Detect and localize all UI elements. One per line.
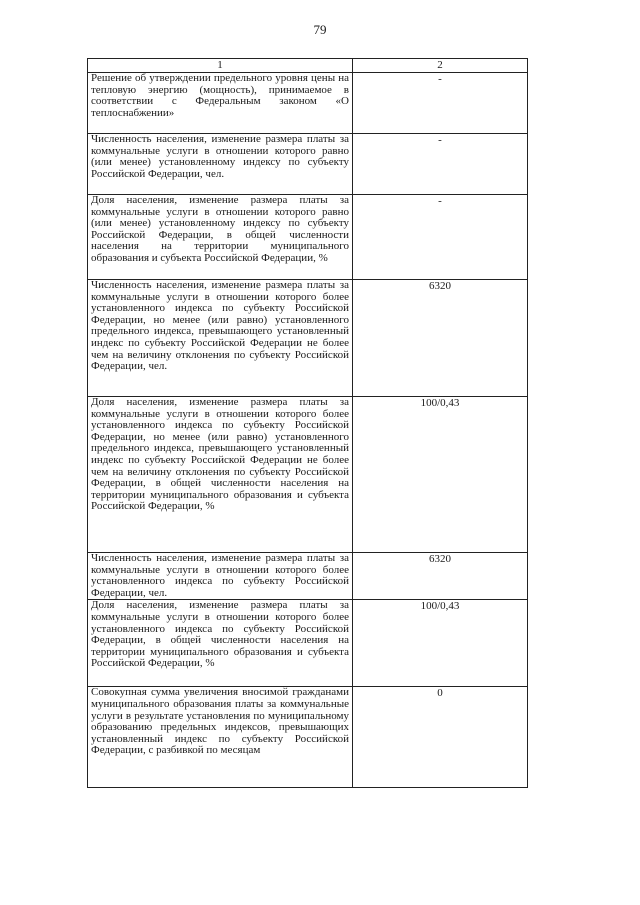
table-row [88,195,528,280]
indicator-label: Доля населения, изменение размера платы за коммунальные услуги в отношении которого более установленного индекса по субъекту Российской Федерации, в общей численности населения на территории муниципального образования и субъекта Российской Федерации, % [88,600,353,687]
table-row [88,280,528,397]
indicator-label: Доля населения, изменение размера платы за коммунальные услуги в отношении которого равно (или менее) установленному индексу по субъекту Российской Федерации, в общей численности населения на территории муниципального образования и субъекта Российской Федерации, % [88,195,353,280]
indicator-value: 100/0,43 [353,397,528,553]
indicator-label: Совокупная сумма увеличения вносимой гражданами муниципального образования платы за коммунальные услуги в результате установления по муниципальному образованию предельных индексов, превышающих установленный индекс по субъекту Российской Федерации, с разбивкой по месяцам [88,687,353,788]
indicator-value: 6320 [353,553,528,600]
table-row [88,73,528,134]
table-row [88,687,528,788]
indicator-value: - [353,195,528,280]
indicator-label: Численность населения, изменение размера платы за коммунальные услуги в отношении которого более установленного индекса по субъекту Российской Федерации, чел. [88,553,353,600]
indicator-value: - [353,73,528,134]
column-header: 1 [88,59,353,73]
indicator-label: Доля населения, изменение размера платы за коммунальные услуги в отношении которого более установленного индекса по субъекту Российской Федерации, но менее (или равно) установленного предельного индекса, превышающего установленный индекс по субъекту Российской Федерации не более чем на величину отклонения по субъекту Российской Федерации, в общей численности населения на территории муниципального образования и субъекта Российской Федерации, % [88,397,353,553]
table-header-row [88,59,528,73]
indicator-value: 6320 [353,280,528,397]
page-number: 79 [313,22,327,37]
table-row [88,600,528,687]
indicator-value: - [353,134,528,195]
indicator-value: 0 [353,687,528,788]
indicator-label: Решение об утверждении предельного уровня цены на тепловую энергию (мощность), принимаемое в соответствии с Федеральным законом «О теплоснабжении» [88,73,353,134]
table-row [88,397,528,553]
indicator-value: 100/0,43 [353,600,528,687]
indicator-label: Численность населения, изменение размера платы за коммунальные услуги в отношении которого более установленного индекса по субъекту Российской Федерации, но менее (или равно) установленного предельного индекса, превышающего установленный индекс по субъекту Российской Федерации не более чем на величину отклонения по субъекту Российской Федерации, чел. [88,280,353,397]
indicator-label: Численность населения, изменение размера платы за коммунальные услуги в отношении которого равно (или менее) установленному индексу по субъекту Российской Федерации, чел. [88,134,353,195]
column-header: 2 [353,59,528,73]
table-row [88,134,528,195]
table-row [88,553,528,600]
indicator-table [87,58,528,788]
